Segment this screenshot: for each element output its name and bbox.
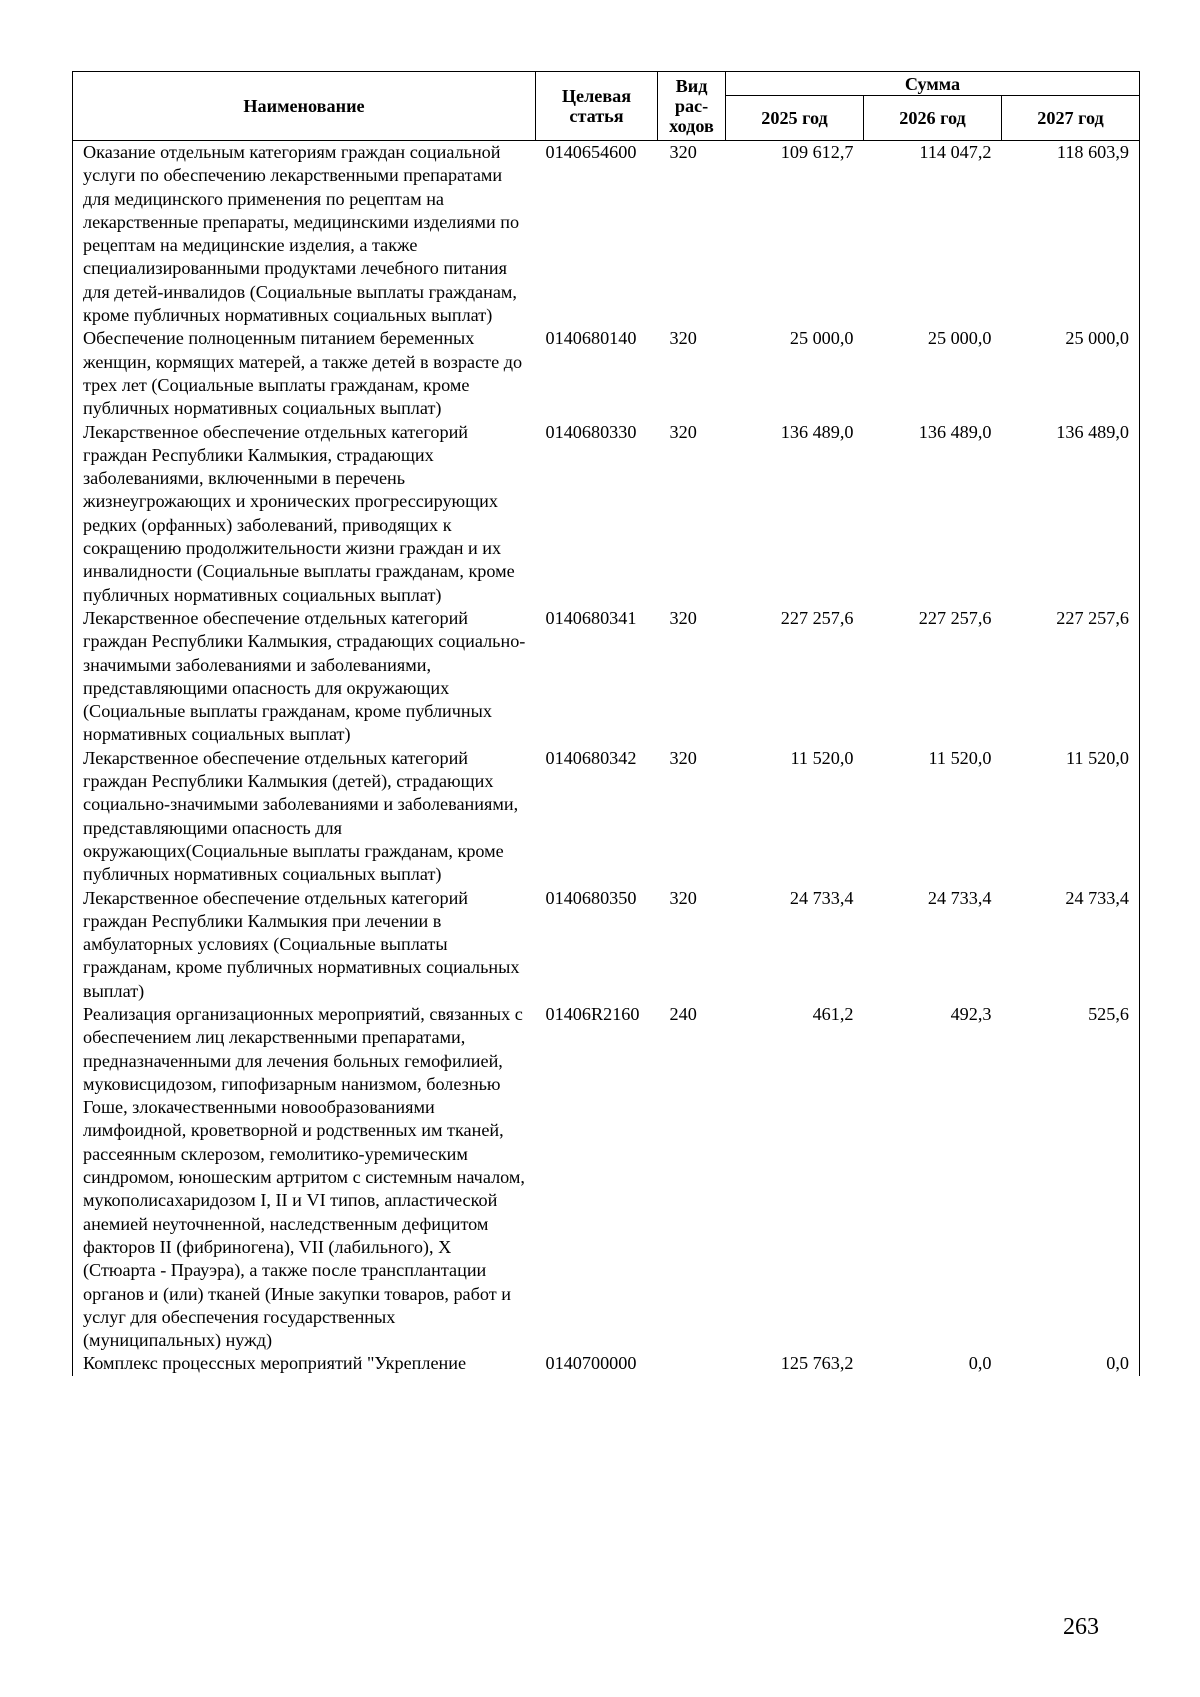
row-sum-2025: 25 000,0 (789, 328, 854, 349)
row-code: 0140700000 (545, 1353, 637, 1374)
row-sum-2026: 11 520,0 (928, 747, 992, 768)
table-row (73, 1352, 1140, 1375)
row-sum-2026: 25 000,0 (927, 328, 992, 349)
row-sum-2026: 227 257,6 (918, 607, 992, 628)
row-code: 0140654600 (545, 142, 637, 162)
row-name: Реализация организационных мероприятий, связанных с обеспечением лиц лекарственными препаратами, предназначенными для лечения больных гемофилией, муковисцидозом, гипофизарным нанизмом, болезнью Гоше, злокачественными новообразованиями лимфоидной, кроветворной и родственных им тканей, рассеянным склерозом, гемолитико-уремическим синдромом, юношеским артритом с системным началом, мукополисахаридозом I, II и VI типов, апластической анемией неуточненной, наследственным дефицитом факторов II (фибриногена), VII (лабильного), X (Стюарта - Прауэра), а также после трансплантации органов и (или) тканей (Иные закупки товаров, работ и услуг для обеспечения государственных (муниципальных) нужд) (73, 1003, 536, 1352)
row-kind: 320 (669, 328, 697, 349)
row-sum-2026: 0,0 (968, 1353, 992, 1374)
row-sum-2025: 11 520,0 (790, 747, 854, 768)
row-sum-2025: 109 612,7 (780, 142, 854, 162)
row-name: Лекарственное обеспечение отдельных категорий граждан Республики Калмыкия, страдающих заболеваниями, включенными в перечень жизнеугрожающих и хронических прогрессирующих редких (орфанных) заболеваний, приводящих к сокращению продолжительности жизни граждан и их инвалидности (Социальные выплаты гражданам, кроме публичных нормативных социальных выплат) (73, 421, 536, 607)
header-year-2027: 2027 год (1002, 96, 1140, 141)
row-sum-2025: 24 733,4 (789, 887, 854, 908)
table-row (73, 747, 1140, 887)
table-row (73, 887, 1140, 1003)
header-sum: Сумма (726, 72, 1140, 96)
header-name: Наименование (73, 72, 536, 141)
table-row (73, 141, 1140, 328)
row-sum-2027: 136 489,0 (1002, 421, 1140, 607)
table-row (73, 1003, 1140, 1352)
row-kind: 320 (669, 607, 697, 628)
row-kind: 320 (669, 887, 697, 908)
row-code: 0140680341 (545, 607, 637, 628)
table-body (73, 141, 1140, 1376)
row-sum-2025: 227 257,6 (780, 607, 854, 628)
header-code: Целевая статья (536, 72, 658, 141)
row-name: Оказание отдельным категориям граждан социальной услуги по обеспечению лекарственными препаратами для медицинского применения по рецептам на лекарственные препараты, медицинскими изделиями по рецептам на медицинские изделия, а также специализированными продуктами лечебного питания для детей-инвалидов (Социальные выплаты гражданам, кроме публичных нормативных социальных выплат) (73, 141, 536, 328)
table-row (73, 327, 1140, 420)
row-sum-2025: 136 489,0 (780, 421, 854, 442)
row-kind: 320 (669, 421, 697, 442)
row-sum-2027: 227 257,6 (1002, 607, 1140, 747)
row-sum-2026: 24 733,4 (927, 887, 992, 908)
row-name: Лекарственное обеспечение отдельных категорий граждан Республики Калмыкия при лечении в амбулаторных условиях (Социальные выплаты гражданам, кроме публичных нормативных социальных выплат) (73, 887, 536, 1003)
row-name: Комплекс процессных мероприятий "Укрепление (73, 1352, 536, 1375)
header-kind: Вид рас-ходов (658, 72, 726, 141)
row-sum-2026: 136 489,0 (918, 421, 992, 442)
row-code: 0140680140 (545, 328, 637, 349)
table-row (73, 421, 1140, 607)
row-sum-2027: 11 520,0 (1002, 747, 1140, 887)
row-name: Лекарственное обеспечение отдельных категорий граждан Республики Калмыкия, страдающих социально-значимыми заболеваниями и заболеваниями, представляющими опасность для окружающих (Социальные выплаты гражданам, кроме публичных нормативных социальных выплат) (73, 607, 536, 747)
row-sum-2027: 118 603,9 (1002, 141, 1140, 328)
row-code: 01406R2160 (545, 1003, 640, 1024)
budget-table (72, 71, 1140, 1376)
row-sum-2027: 0,0 (1002, 1352, 1140, 1375)
row-sum-2027: 24 733,4 (1002, 887, 1140, 1003)
header-year-2026: 2026 год (864, 96, 1002, 141)
row-sum-2027: 525,6 (1002, 1003, 1140, 1352)
row-name: Лекарственное обеспечение отдельных категорий граждан Республики Калмыкия (детей), страдающих социально-значимыми заболеваниями и заболеваниями, представляющими опасность для окружающих(Социальные выплаты гражданам, кроме публичных нормативных социальных выплат) (73, 747, 536, 887)
row-kind: 320 (669, 747, 697, 768)
row-code: 0140680342 (545, 747, 637, 768)
row-kind: 240 (669, 1003, 697, 1024)
row-sum-2025: 125 763,2 (780, 1353, 854, 1374)
row-sum-2026: 492,3 (950, 1003, 992, 1024)
row-name: Обеспечение полноценным питанием беременных женщин, кормящих матерей, а также детей в возрасте до трех лет (Социальные выплаты гражданам, кроме публичных нормативных социальных выплат) (73, 327, 536, 420)
row-sum-2027: 25 000,0 (1002, 327, 1140, 420)
row-kind: 320 (669, 142, 697, 162)
row-sum-2025: 461,2 (812, 1003, 854, 1024)
table-header (73, 72, 1140, 141)
row-sum-2026: 114 047,2 (919, 142, 992, 162)
row-code: 0140680350 (545, 887, 637, 908)
row-kind (658, 1352, 726, 1375)
table-row (73, 607, 1140, 747)
header-year-2025: 2025 год (726, 96, 864, 141)
row-code: 0140680330 (545, 421, 637, 442)
page-number: 263 (1063, 1614, 1099, 1640)
